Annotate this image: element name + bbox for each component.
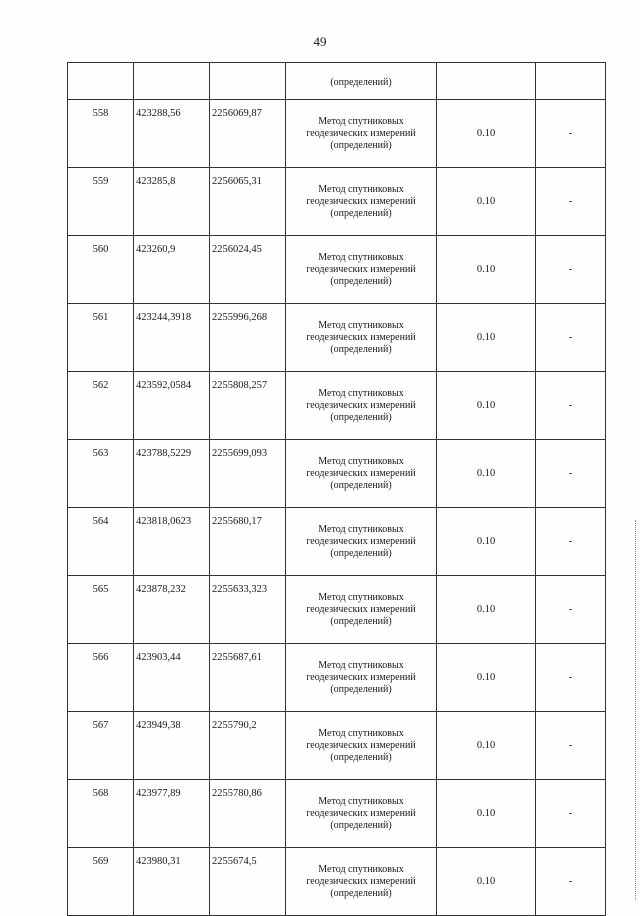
coord-x: 423788,5229	[134, 440, 210, 508]
method-line: геодезических измерений	[306, 127, 416, 139]
note-cell: -	[536, 440, 606, 508]
coord-y: 2255674,5	[210, 848, 286, 916]
note-cell: -	[536, 168, 606, 236]
method-line: Метод спутниковых	[318, 319, 404, 331]
method-line: (определений)	[330, 139, 392, 151]
method-cell	[286, 508, 437, 576]
note-cell: -	[536, 576, 606, 644]
note-cell: -	[536, 236, 606, 304]
point-number: 568	[68, 780, 134, 848]
coord-y: 2256069,87	[210, 100, 286, 168]
method-line: Метод спутниковых	[318, 795, 404, 807]
method-line: Метод спутниковых	[318, 183, 404, 195]
method-line: геодезических измерений	[306, 263, 416, 275]
coord-x: 423592,0584	[134, 372, 210, 440]
note-cell: -	[536, 780, 606, 848]
table-row	[68, 440, 606, 508]
method-line: (определений)	[330, 479, 392, 491]
point-number: 562	[68, 372, 134, 440]
point-number: 565	[68, 576, 134, 644]
note-cell: -	[536, 848, 606, 916]
point-number: 567	[68, 712, 134, 780]
coord-y: 2255633,323	[210, 576, 286, 644]
coord-x: 423903,44	[134, 644, 210, 712]
method-line: геодезических измерений	[306, 195, 416, 207]
method-cell	[286, 644, 437, 712]
point-number: 564	[68, 508, 134, 576]
method-line: Метод спутниковых	[318, 251, 404, 263]
note-cell: -	[536, 712, 606, 780]
accuracy-value: 0.10	[437, 712, 536, 780]
coord-x: 423285,8	[134, 168, 210, 236]
method-line: Метод спутниковых	[318, 727, 404, 739]
table-row	[68, 780, 606, 848]
accuracy-value: 0.10	[437, 236, 536, 304]
method-line: (определений)	[330, 751, 392, 763]
method-line: Метод спутниковых	[318, 659, 404, 671]
point-number: 569	[68, 848, 134, 916]
coord-y: 2255680,17	[210, 508, 286, 576]
accuracy-value: 0.10	[437, 576, 536, 644]
note-cell: -	[536, 100, 606, 168]
cell-empty	[134, 63, 210, 100]
method-line: (определений)	[330, 411, 392, 423]
scan-margin-line	[635, 520, 636, 900]
method-line: (определений)	[330, 343, 392, 355]
table-row	[68, 304, 606, 372]
accuracy-value: 0.10	[437, 372, 536, 440]
method-line: Метод спутниковых	[318, 523, 404, 535]
method-line: (определений)	[330, 615, 392, 627]
method-line: Метод спутниковых	[318, 387, 404, 399]
coord-y: 2255808,257	[210, 372, 286, 440]
method-line: геодезических измерений	[306, 671, 416, 683]
point-number: 560	[68, 236, 134, 304]
coord-y: 2255996,268	[210, 304, 286, 372]
point-number: 563	[68, 440, 134, 508]
method-line: геодезических измерений	[306, 807, 416, 819]
coord-y: 2255687,61	[210, 644, 286, 712]
table-row	[68, 168, 606, 236]
cell-empty	[437, 63, 536, 100]
cell-empty	[210, 63, 286, 100]
coord-x: 423818,0623	[134, 508, 210, 576]
method-line: (определений)	[330, 275, 392, 287]
accuracy-value: 0.10	[437, 644, 536, 712]
accuracy-value: 0.10	[437, 168, 536, 236]
method-cell	[286, 304, 437, 372]
table-row	[68, 372, 606, 440]
method-line: геодезических измерений	[306, 467, 416, 479]
coord-x: 423878,232	[134, 576, 210, 644]
method-line: Метод спутниковых	[318, 591, 404, 603]
method-cell	[286, 100, 437, 168]
point-number: 558	[68, 100, 134, 168]
coord-x: 423977,89	[134, 780, 210, 848]
accuracy-value: 0.10	[437, 304, 536, 372]
method-cell	[286, 780, 437, 848]
method-line: геодезических измерений	[306, 603, 416, 615]
method-cell	[286, 372, 437, 440]
table-row	[68, 100, 606, 168]
table-row	[68, 508, 606, 576]
method-line: (определений)	[330, 683, 392, 695]
cell-empty	[536, 63, 606, 100]
continuation-row	[68, 63, 606, 100]
note-cell: -	[536, 644, 606, 712]
table-row	[68, 236, 606, 304]
method-line: (определений)	[330, 207, 392, 219]
method-line: геодезических измерений	[306, 739, 416, 751]
method-cell	[286, 168, 437, 236]
coord-x: 423244,3918	[134, 304, 210, 372]
cell-empty	[68, 63, 134, 100]
accuracy-value: 0.10	[437, 848, 536, 916]
accuracy-value: 0.10	[437, 780, 536, 848]
coord-x: 423949,38	[134, 712, 210, 780]
method-line: Метод спутниковых	[318, 455, 404, 467]
method-line: геодезических измерений	[306, 535, 416, 547]
table-row	[68, 712, 606, 780]
accuracy-value: 0.10	[437, 100, 536, 168]
coord-y: 2255699,093	[210, 440, 286, 508]
method-cell: (определений)	[286, 63, 437, 100]
point-number: 559	[68, 168, 134, 236]
coord-y: 2255790,2	[210, 712, 286, 780]
method-line: Метод спутниковых	[318, 115, 404, 127]
coord-y: 2256065,31	[210, 168, 286, 236]
coord-x: 423288,56	[134, 100, 210, 168]
note-cell: -	[536, 304, 606, 372]
table-row	[68, 848, 606, 916]
coord-x: 423260,9	[134, 236, 210, 304]
table-row	[68, 576, 606, 644]
method-line: (определений)	[330, 547, 392, 559]
method-cell	[286, 440, 437, 508]
accuracy-value: 0.10	[437, 440, 536, 508]
method-cell	[286, 848, 437, 916]
accuracy-value: 0.10	[437, 508, 536, 576]
method-line: геодезических измерений	[306, 875, 416, 887]
method-line: Метод спутниковых	[318, 863, 404, 875]
method-line: геодезических измерений	[306, 331, 416, 343]
method-line: (определений)	[330, 887, 392, 899]
coord-y: 2256024,45	[210, 236, 286, 304]
point-number: 561	[68, 304, 134, 372]
method-cell	[286, 576, 437, 644]
method-cell	[286, 236, 437, 304]
coordinates-table	[67, 62, 606, 916]
point-number: 566	[68, 644, 134, 712]
coord-y: 2255780,86	[210, 780, 286, 848]
method-cell	[286, 712, 437, 780]
page-number: 49	[313, 34, 327, 49]
coord-x: 423980,31	[134, 848, 210, 916]
method-line: (определений)	[330, 819, 392, 831]
table-row	[68, 644, 606, 712]
note-cell: -	[536, 508, 606, 576]
method-line: геодезических измерений	[306, 399, 416, 411]
note-cell: -	[536, 372, 606, 440]
